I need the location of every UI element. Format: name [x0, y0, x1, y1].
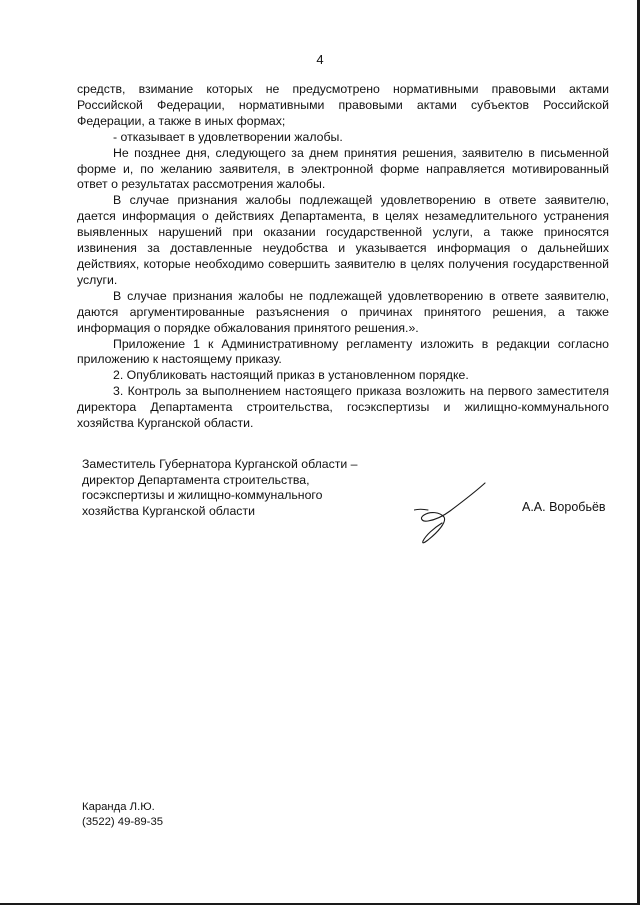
signatory-title-line: директор Департамента строительства,: [82, 472, 310, 487]
signatory-title: [82, 457, 382, 519]
paragraph-8: 3. Контроль за выполнением настоящего приказа возложить на первого заместителя директора Департамента строительства, госэкспертизы и жилищно-коммунального хозяйства Курганской области.: [77, 384, 609, 431]
signatory-title-line: Заместитель Губернатора Курганской области –: [82, 457, 358, 471]
handwritten-signature: [414, 480, 488, 548]
executor-phone: (3522) 49-89-35: [82, 816, 164, 828]
body-text: [77, 82, 609, 432]
signatory-title-line: госэкспертизы и жилищно-коммунального: [82, 488, 323, 502]
paragraph-6: Приложение 1 к Административному регламенту изложить в редакции согласно приложению к настоящему приказу.: [77, 336, 609, 367]
executor-name: Каранда Л.Ю.: [82, 801, 155, 813]
page-number: 4: [316, 52, 324, 67]
executor-info: [82, 800, 163, 830]
signatory-name: А.А. Воробьёв: [522, 500, 606, 514]
paragraph-3: Не позднее дня, следующего за днем принятия решения, заявителю в письменной форме и, по желанию заявителя, в электронной форме направляется мотивированный ответ о результатах рассмотрения жалобы.: [77, 145, 609, 192]
paragraph-5: В случае признания жалобы не подлежащей удовлетворению в ответе заявителю, даются аргументированные разъяснения о причинах принятого решения, а также информация о порядке обжалования принятого решения.».: [77, 288, 609, 335]
signatory-title-line: хозяйства Курганской области: [82, 503, 255, 518]
paragraph-2: - отказывает в удовлетворении жалобы.: [113, 129, 343, 144]
paragraph-7: 2. Опубликовать настоящий приказ в установленном порядке.: [113, 368, 469, 383]
paragraph-4: В случае признания жалобы подлежащей удовлетворению в ответе заявителю, дается информация о действиях Департамента, в целях незамедлительного устранения выявленных нарушений при оказании государственной услуги, а также приносятся извинения за доставленные неудобства и указывается информация о дальнейших действиях, которые необходимо совершить заявителю в целях получения государственной услуги.: [77, 193, 609, 287]
paragraph-1: средств, взимание которых не предусмотрено нормативными правовыми актами Российской Федерации, нормативными правовыми актами субъектов Российской Федерации, а также в иных формах;: [77, 82, 609, 128]
